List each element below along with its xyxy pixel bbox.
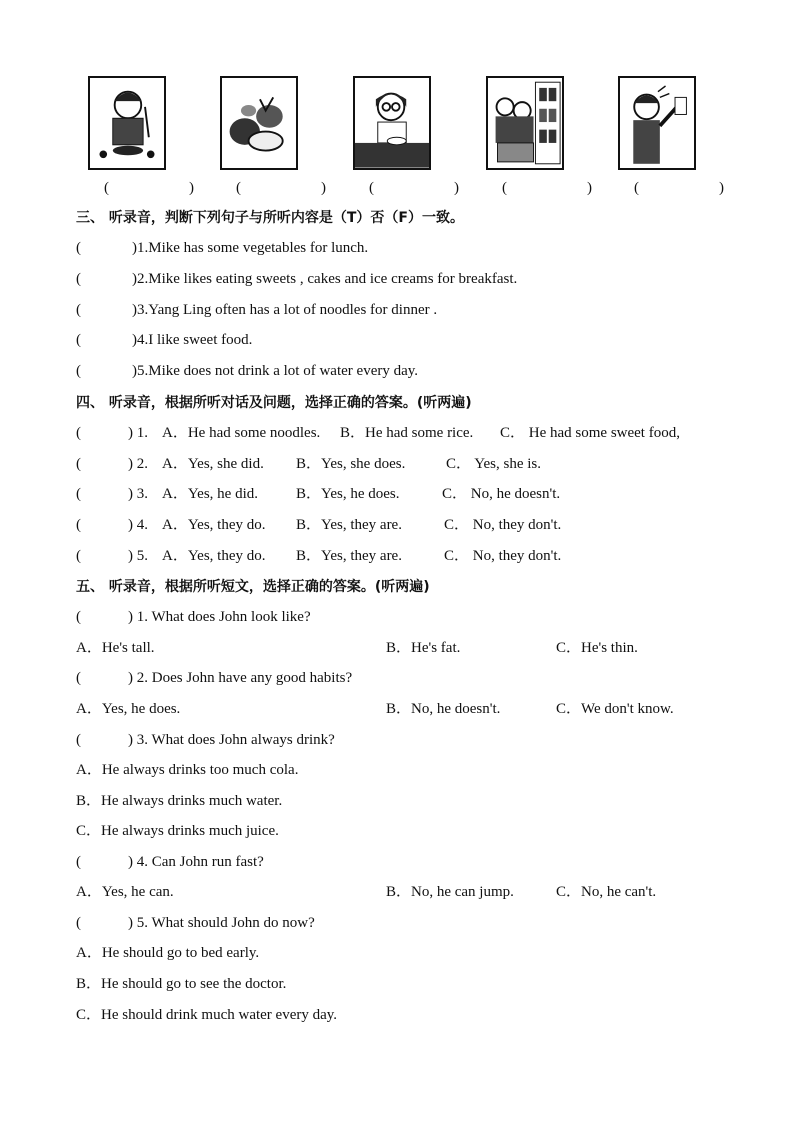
section-3-item-3: ( )3.Yang Ling often has a lot of noodles for dinner . (76, 302, 438, 318)
option-b: B．No, he can jump. (386, 884, 514, 900)
boy-refusing-icon (620, 78, 694, 168)
option-b: B．Yes, they are. (296, 548, 402, 564)
option-c: C． Yes, she is. (446, 456, 542, 472)
section-3-item-1: ( )1.Mike has some vegetables for lunch. (76, 240, 369, 256)
section-3-item-2: ( )2.Mike likes eating sweets , cakes and ice creams for breakfast. (76, 271, 518, 287)
answer-blank[interactable]: ( (76, 732, 81, 748)
question-text: ) 5. What should John do now? (128, 915, 315, 931)
answer-blank[interactable]: ( (76, 548, 81, 564)
section-4-title: 四、 听录音，根据所听对话及问题，选择正确的答案。(听两遍) (76, 395, 472, 411)
option-c: C． No, they don't. (444, 517, 562, 533)
option-b: B．He had some rice. (340, 425, 474, 441)
option-c: C． No, they don't. (444, 548, 562, 564)
section-3-item-5: ( )5.Mike does not drink a lot of water every day. (76, 363, 419, 379)
option-b: B．Yes, he does. (296, 486, 400, 502)
answer-blank[interactable]: ( (76, 609, 81, 625)
answer-blank[interactable]: ( (76, 915, 81, 931)
option-b: B．Yes, she does. (296, 456, 406, 472)
picture-answer-3[interactable]: ( ) (369, 180, 459, 196)
option-c: C．We don't know. (556, 701, 674, 717)
cats-shop-icon (488, 78, 562, 168)
picture-answer-5[interactable]: ( ) (634, 180, 724, 196)
answer-blank[interactable]: ( (76, 670, 81, 686)
question-text: ) 2. Does John have any good habits? (128, 670, 353, 686)
girl-eating-picture (353, 76, 431, 170)
section-3-item-4: ( )4.I like sweet food. (76, 332, 253, 348)
option-b: B．He always drinks much water. (76, 793, 283, 809)
boy-eating-icon (90, 78, 164, 168)
girl-eating-icon (355, 78, 429, 168)
option-a: A．Yes, he did. (162, 486, 258, 502)
option-c: C．No, he can't. (556, 884, 657, 900)
option-b: B．He should go to see the doctor. (76, 976, 287, 992)
option-b: B．He's fat. (386, 640, 461, 656)
option-a: A．He should go to bed early. (76, 945, 260, 961)
option-c: C．He's thin. (556, 640, 638, 656)
question-text: ) 1. What does John look like? (128, 609, 311, 625)
question-text: ) 3. What does John always drink? (128, 732, 335, 748)
option-c: C．He always drinks much juice. (76, 823, 279, 839)
answer-blank[interactable]: ( (76, 271, 81, 287)
question-text: ) 4. Can John run fast? (128, 854, 264, 870)
section-3-title: 三、 听录音，判断下列句子与所听内容是（T）否（F）一致。 (76, 210, 464, 226)
section-5-title: 五、 听录音，根据所听短文，选择正确的答案。(听两遍) (76, 579, 430, 595)
option-a: A．Yes, he does. (76, 701, 181, 717)
picture-answer-4[interactable]: ( ) (502, 180, 592, 196)
picture-answer-1[interactable]: ( ) (104, 180, 194, 196)
answer-blank[interactable]: ( (76, 854, 81, 870)
option-a: A．Yes, she did. (162, 456, 264, 472)
option-a: A．He always drinks too much cola. (76, 762, 299, 778)
boy-eating-picture (88, 76, 166, 170)
answer-blank[interactable]: ( (76, 425, 81, 441)
vegetables-picture (220, 76, 298, 170)
answer-blank[interactable]: ( (76, 363, 81, 379)
answer-blank[interactable]: ( (76, 517, 81, 533)
pictures-row (0, 76, 800, 196)
answer-blank[interactable]: ( (76, 456, 81, 472)
option-c: C．He should drink much water every day. (76, 1007, 338, 1023)
picture-answer-2[interactable]: ( ) (236, 180, 326, 196)
option-c: C． No, he doesn't. (442, 486, 561, 502)
option-a: A．He had some noodles. (162, 425, 321, 441)
answer-blank[interactable]: ( (76, 332, 81, 348)
answer-blank[interactable]: ( (76, 302, 81, 318)
option-c: C． He had some sweet food, (500, 425, 680, 441)
cats-shop-picture (486, 76, 564, 170)
vegetables-icon (222, 78, 296, 168)
answer-blank[interactable]: ( (76, 486, 81, 502)
option-a: A．Yes, they do. (162, 548, 266, 564)
option-b: B．No, he doesn't. (386, 701, 501, 717)
option-a: A．Yes, he can. (76, 884, 174, 900)
option-b: B．Yes, they are. (296, 517, 402, 533)
option-a: A．Yes, they do. (162, 517, 266, 533)
option-a: A．He's tall. (76, 640, 155, 656)
answer-blank[interactable]: ( (76, 240, 81, 256)
boy-refusing-picture (618, 76, 696, 170)
